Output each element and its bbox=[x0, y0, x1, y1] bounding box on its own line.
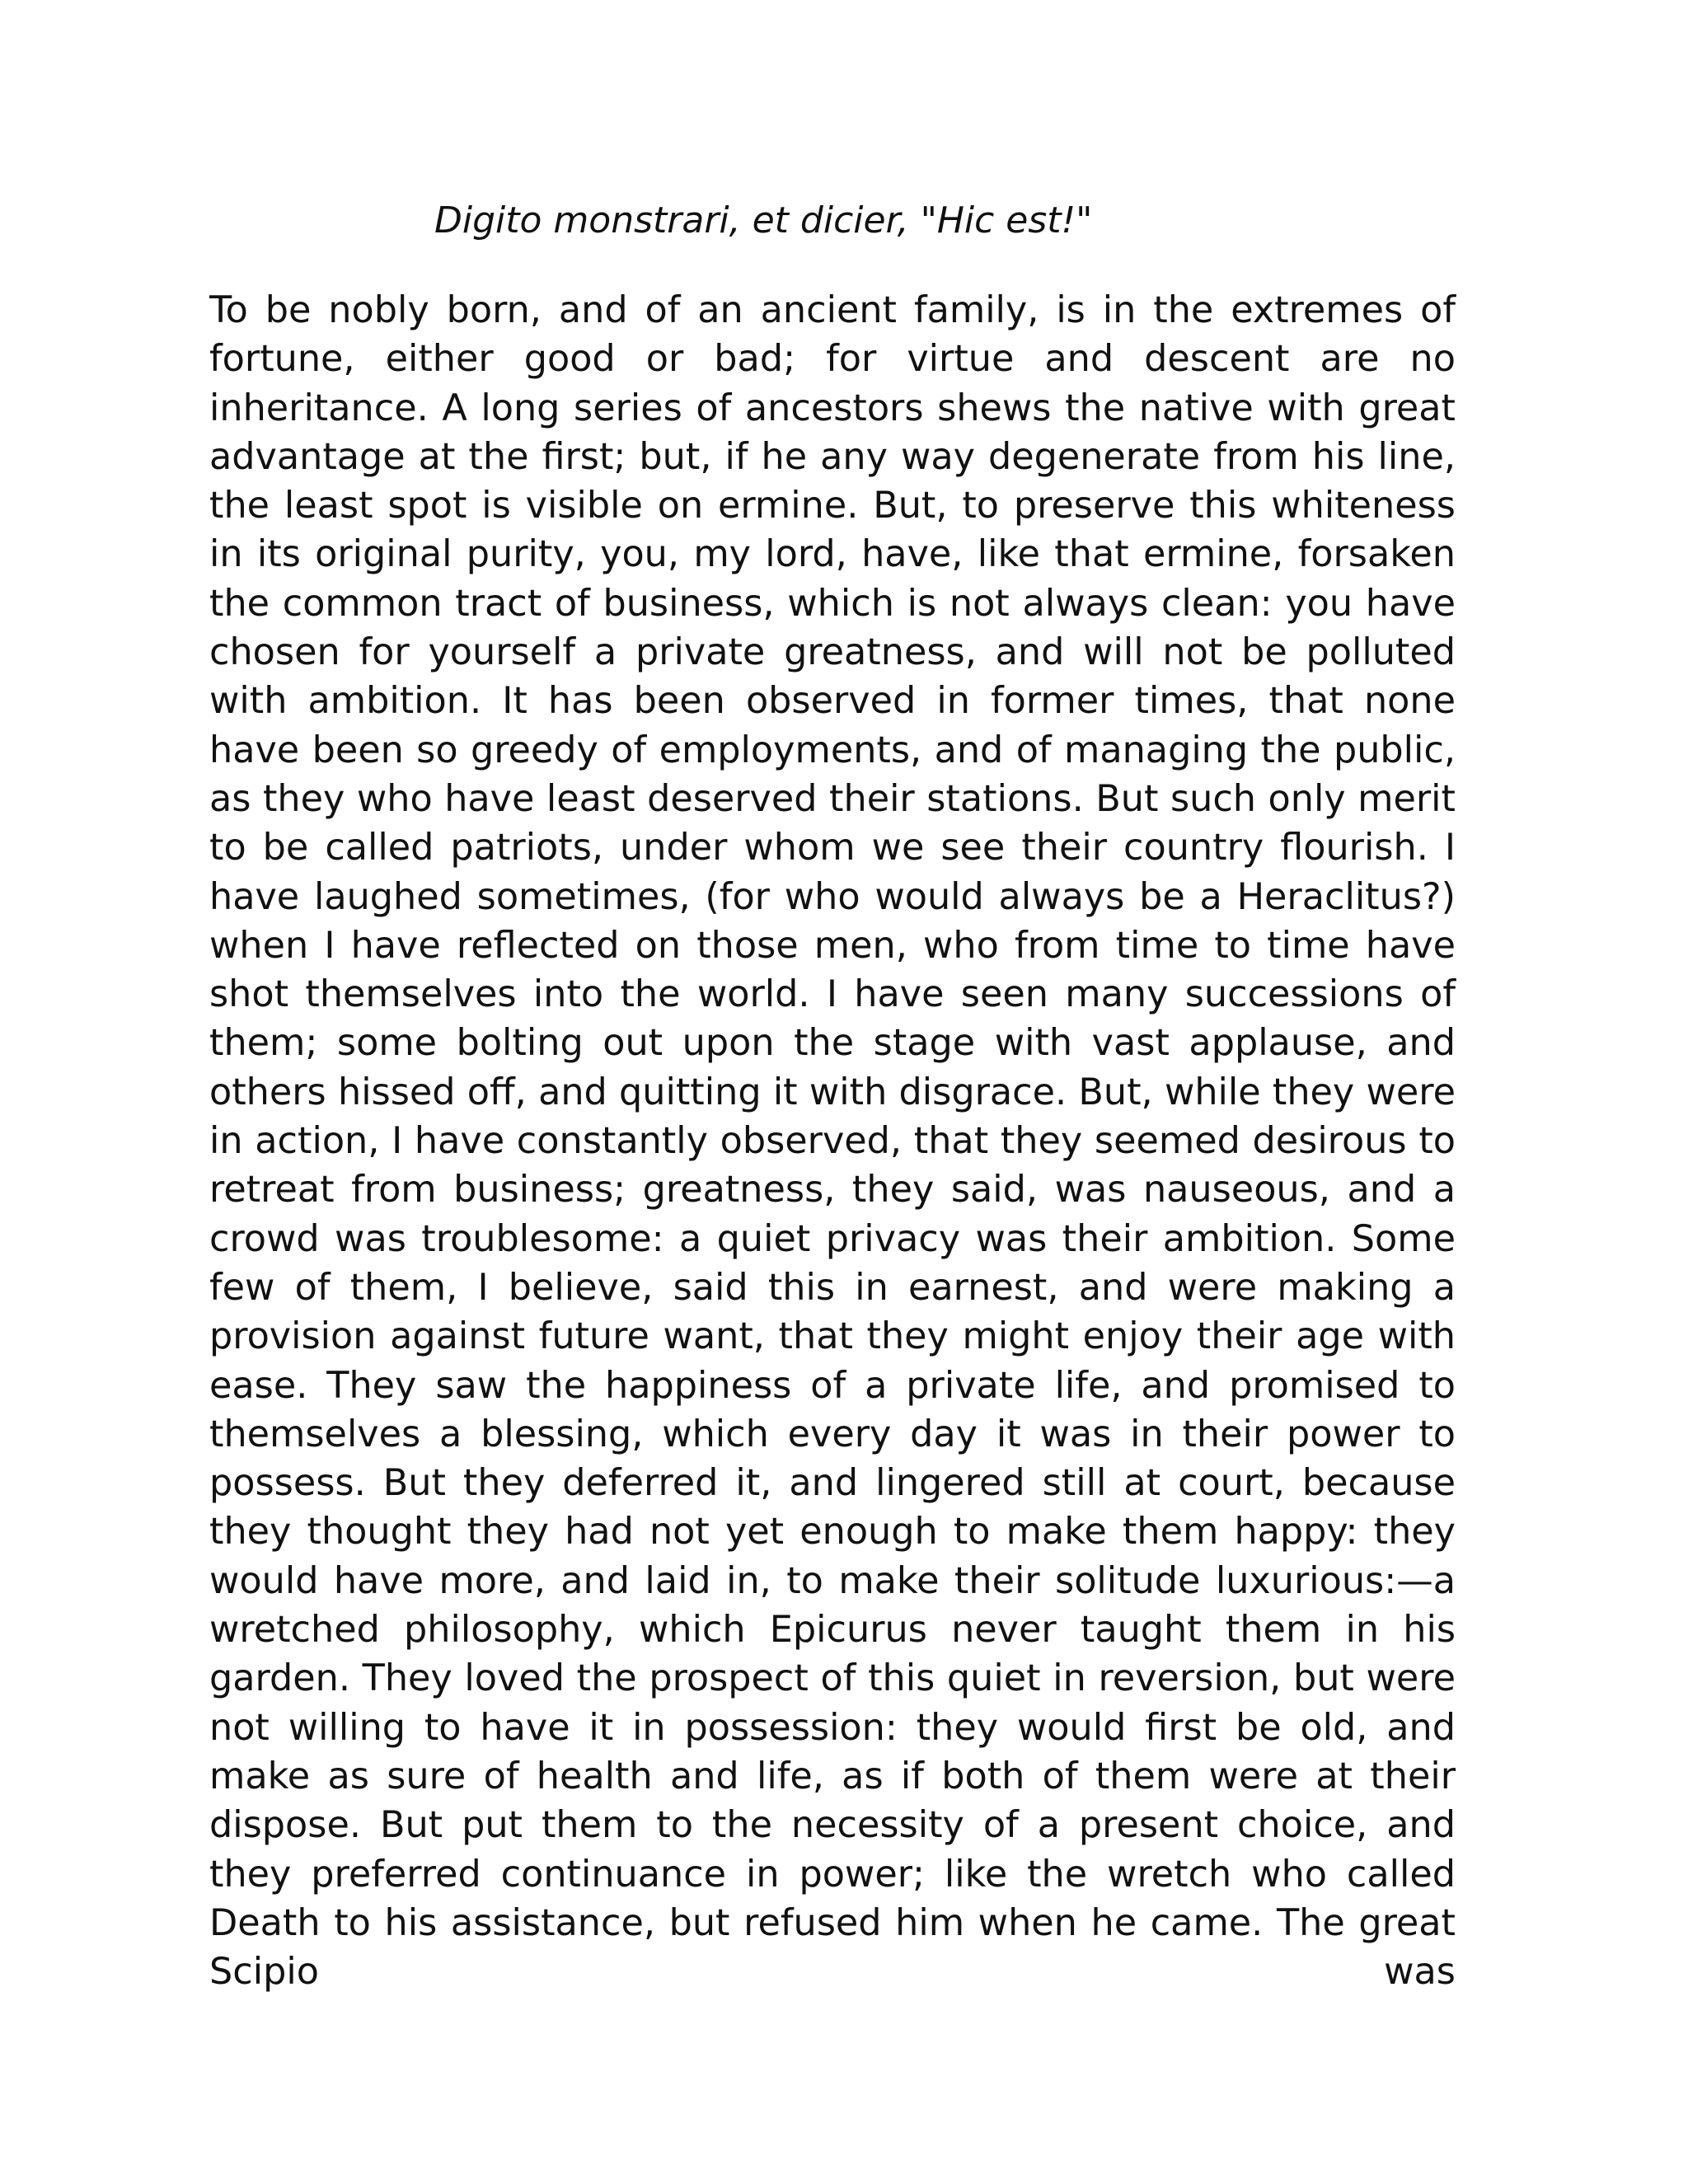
epigraph: Digito monstrari, et dicier, "Hic est!" bbox=[434, 199, 1093, 241]
body-paragraph: To be nobly born, and of an ancient family, is in the extremes of fortune, either good or bad; for virtue and descent are no inheritance. A long series of ancestors shews the native with great advantage at the first; but, if he any way degenerate from his line, the least spot is visible on ermine. But, to preserve this whiteness in its original purity, you, my lord, have, like that ermine, forsaken the common tract of business, which is not always clean: you have chosen for yourself a private greatness, and will not be polluted with ambition. It has been observed in former times, that none have been so greedy of employments, and of managing the public, as they who have least deserved their stations. But such only merit to be called patriots, under whom we see their country flourish. I have laughed sometimes, (for who would always be a Heraclitus?) when I have reflected on those men, who from time to time have shot themselves into the world. I have seen many successions of them; some bolting out upon the stage with vast applause, and others hissed off, and quitting it with disgrace. But, while they were in action, I have constantly observed, that they seemed desirous to retreat from business; greatness, they said, was nauseous, and a crowd was troublesome: a quiet privacy was their ambition. Some few of them, I believe, said this in earnest, and were making a provision against future want, that they might enjoy their age with ease. They saw the happiness of a private life, and promised to themselves a blessing, which every day it was in their power to possess. But they deferred it, and lingered still at court, because they thought they had not yet enough to make them happy: they would have more, and laid in, to make their solitude luxurious:—a wretched philosophy, which Epicurus never taught them in his garden. They loved the prospect of this quiet in reversion, but were not willing to have it in possession: they would first be old, and make as sure of health and life, as if both of them were at their dispose. But put them to the necessity of a present choice, and they preferred continuance in power; like the wretch who called Death to his assistance, but refused him when he came. The great Scipio was bbox=[209, 289, 1456, 1994]
